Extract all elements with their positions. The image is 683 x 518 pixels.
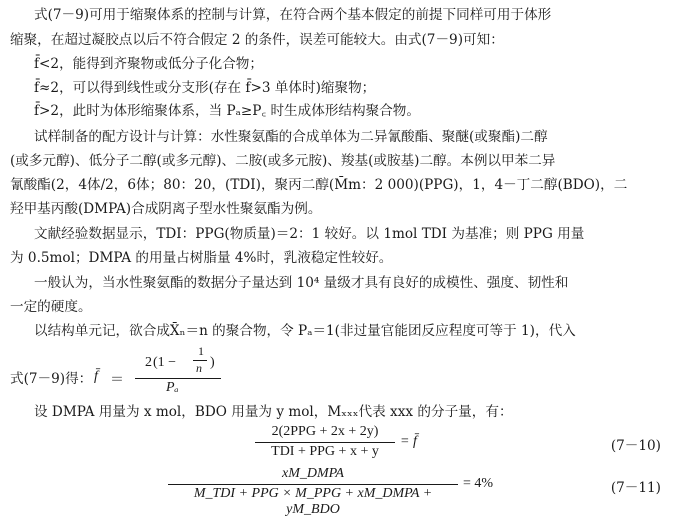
bullet-item: f̄≈2，可以得到线性或分支形(存在 f̄>3 单体时)缩聚物； — [34, 80, 376, 96]
inner-denominator: n — [196, 361, 202, 375]
para1-line2: 缩聚，在超过凝胶点以后不符合假定 2 的条件，误差可能较大。由式(7－9)可知： — [10, 32, 504, 48]
eq710-denominator: TDI + PPG + x + y — [271, 444, 379, 459]
para4-line2: 一定的硬度。 — [10, 299, 92, 315]
eq711-numerator: xM_DMPA — [282, 466, 344, 481]
eq710-number: (7－10) — [610, 438, 661, 454]
bullet-item: f̄>2，此时为体形缩聚体系，当 Pₐ≥P꜀ 时生成体形结构聚合物。 — [34, 103, 420, 119]
para2-line4: 羟甲基丙酸(DMPA)合成阴离子型水性聚氨酯为例。 — [10, 201, 322, 217]
eq711-fraction-bar — [168, 484, 458, 485]
frac-denominator: Pₐ — [166, 380, 179, 395]
para3-line2: 为 0.5mol；DMPA 的用量占树脂量 4%时，乳液稳定性较好。 — [10, 250, 393, 266]
para6-line1: 设 DMPA 用量为 x mol，BDO 用量为 y mol，Mₓₓₓ代表 xxx 的分子量，有： — [34, 404, 513, 420]
bullet-item: f̄<2，能得到齐聚物或低分子化合物； — [34, 56, 263, 72]
para2-line2: (或多元醇)、低分子二醇(或多元醇)、二胺(或多元胺)、羧基(或胺基)二醇。本例以甲苯二异 — [10, 153, 556, 169]
frac-numerator-paren: (1 − — [153, 355, 177, 370]
eq710-numerator: 2(2PPG + 2x + 2y) — [271, 424, 379, 439]
para3-line1: 文献经验数据显示，TDI：PPG(物质量)＝2：1 较好。以 1mol TDI 为基准；则 PPG 用量 — [34, 226, 585, 242]
frac-numerator-close: ) — [210, 355, 215, 370]
inner-numerator: 1 — [198, 344, 204, 358]
f-bar-symbol: f̄ — [94, 369, 98, 384]
para5-line1: 以结构单元记，欲合成X̄ₙ＝n 的聚合物，令 Pₐ＝1(非过量官能团反应程度可等于 1)，代入 — [34, 323, 576, 339]
equals-sign: ＝ — [110, 373, 124, 388]
main-fraction-bar — [135, 378, 221, 379]
eq711-number: (7－11) — [610, 480, 661, 496]
eq710-fraction-bar — [255, 442, 395, 443]
para4-line1: 一般认为，当水性聚氨酯的数据分子量达到 10⁴ 量级才具有良好的成模性、强度、韧性和 — [34, 275, 569, 291]
eq711-rhs: = 4% — [463, 476, 494, 491]
eq711-denominator: M_TDI + PPG × M_PPG + xM_DMPA + yM_BDO — [193, 486, 433, 517]
frac-numerator-coef: 2 — [145, 355, 152, 370]
para2-line3: 氰酸酯(2，4体/2，6体；80：20，(TDI)，聚丙二醇(M̄m：2 000)(PPG)，1，4－丁二醇(BDO)，二 — [10, 177, 628, 193]
eq710-rhs: = f̄ — [400, 434, 417, 449]
para2-line1: 试样制备的配方设计与计算：水性聚氨酯的合成单体为二异氰酸酯、聚醚(或聚酯)二醇 — [34, 129, 548, 145]
para1-line1: 式(7－9)可用于缩聚体系的控制与计算，在符合两个基本假定的前提下同样可用于体形 — [34, 7, 552, 23]
para5-line2-prefix: 式(7－9)得： — [10, 371, 93, 387]
